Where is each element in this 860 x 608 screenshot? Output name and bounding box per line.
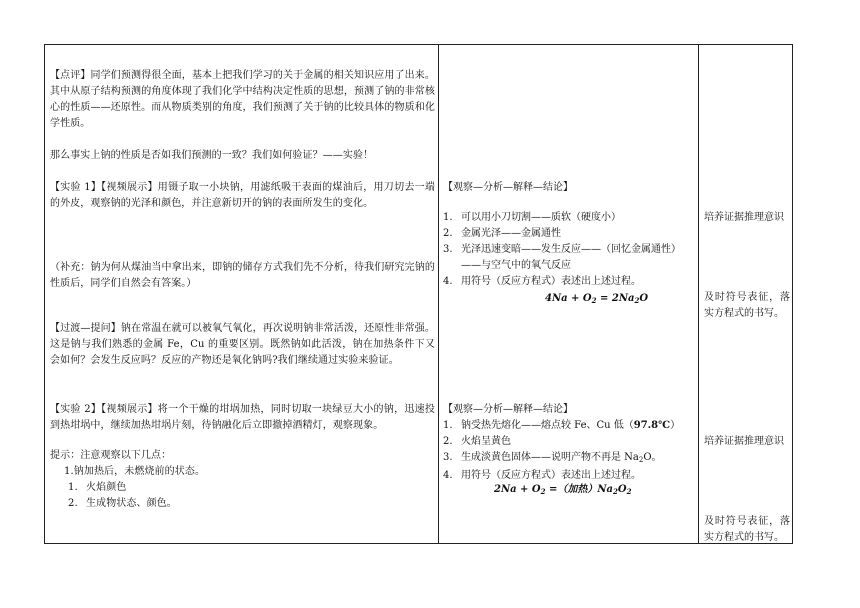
list-item: 2. 金属光泽——金属通性	[443, 228, 561, 239]
transition-paragraph: 【过渡—提问】钠在常温在就可以被氧气氧化，再次说明钠非常活泼，还原性非常强。这是钠与我们熟悉的金属 Fe，Cu 的重要区别。既然钠如此活泼，钠在加热条件下又会如何？会发生反应吗？反应的产物还是氧化钠吗?我们继续通过实验来验证。	[50, 323, 435, 366]
lesson-plan-table	[44, 44, 793, 544]
observation-heading-2: 【观察—分析—解释—结论】	[443, 404, 573, 415]
experiment-1-paragraph: 【实验 1】【视频展示】用镊子取一小块钠，用滤纸吸干表面的煤油后，用刀切去一端的外皮，观察钠的光泽和颜色，并注意新切开的钠的表面所发生的变化。	[50, 182, 435, 209]
list-item: 3. 光泽迅速变暗——发生反应——（回忆金属通性）——与空气中的氧气反应	[443, 244, 681, 271]
experiment-2-paragraph: 【实验 2】【视频展示】将一个干燥的坩埚加热，同时切取一块绿豆大小的钠，迅速投到热坩埚中，继续加热坩埚片刻，待钠融化后立即撤掉酒精灯，观察现象。	[50, 404, 435, 431]
list-item: 1. 可以用小刀切割——质软（硬度小）	[443, 212, 621, 223]
observation-list-1	[443, 210, 698, 290]
list-item: 1. 火焰颜色	[68, 482, 127, 493]
list-item: 4. 用符号（反应方程式）表述出上述过程。	[443, 470, 641, 481]
list-item: 4. 用符号（反应方程式）表述出上述过程。	[443, 276, 641, 287]
design-note-4: 及时符号表征，落实方程式的书写。	[704, 516, 790, 543]
column-divider-2	[698, 45, 699, 543]
review-paragraph: 【点评】同学们预测得很全面，基本上把我们学习的关于金属的相关知识应用了出来。其中从原子结构预测的角度体现了我们化学中结构决定性质的思想，预测了钠的非常核心的性质——还原性。而从物质类别的角度，我们预测了关于钠的比较具体的物质和化学性质。	[50, 70, 435, 129]
equation-1: $4Na + O_2 = 2Na_2O$	[545, 293, 649, 305]
design-note-3: 培养证据推理意识	[704, 436, 784, 447]
design-note-2: 及时符号表征，落实方程式的书写。	[704, 292, 790, 319]
hint-list	[68, 480, 428, 512]
design-note-1: 培养证据推理意识	[704, 212, 784, 223]
question-paragraph: 那么事实上钠的性质是否如我们预测的一致？我们如何验证？——实验！	[50, 150, 374, 161]
observation-list-2	[443, 418, 698, 484]
list-item: 1. 钠受热先熔化——熔点较 Fe、Cu 低（97.8℃）	[443, 420, 681, 431]
supplement-paragraph: （补充：钠为何从煤油当中拿出来，即钠的储存方式我们先不分析，待我们研究完钠的性质后，同学们自然会有答案。）	[50, 262, 435, 289]
list-item: 2. 生成物状态、颜色。	[68, 498, 177, 509]
list-item: 3. 生成淡黄色固体——说明产物不再是 $Na_2O$。	[443, 452, 662, 464]
equation-2: $2Na + O_2$ =（加热）$Na_2O_2$	[494, 484, 632, 496]
hint-paragraph: 提示：注意观察以下几点：	[50, 450, 172, 461]
hint-item: 1.钠加热后，未燃烧前的状态。	[64, 466, 206, 477]
list-item: 2. 火焰呈黄色	[443, 436, 511, 447]
observation-heading-1: 【观察—分析—解释—结论】	[443, 182, 573, 193]
